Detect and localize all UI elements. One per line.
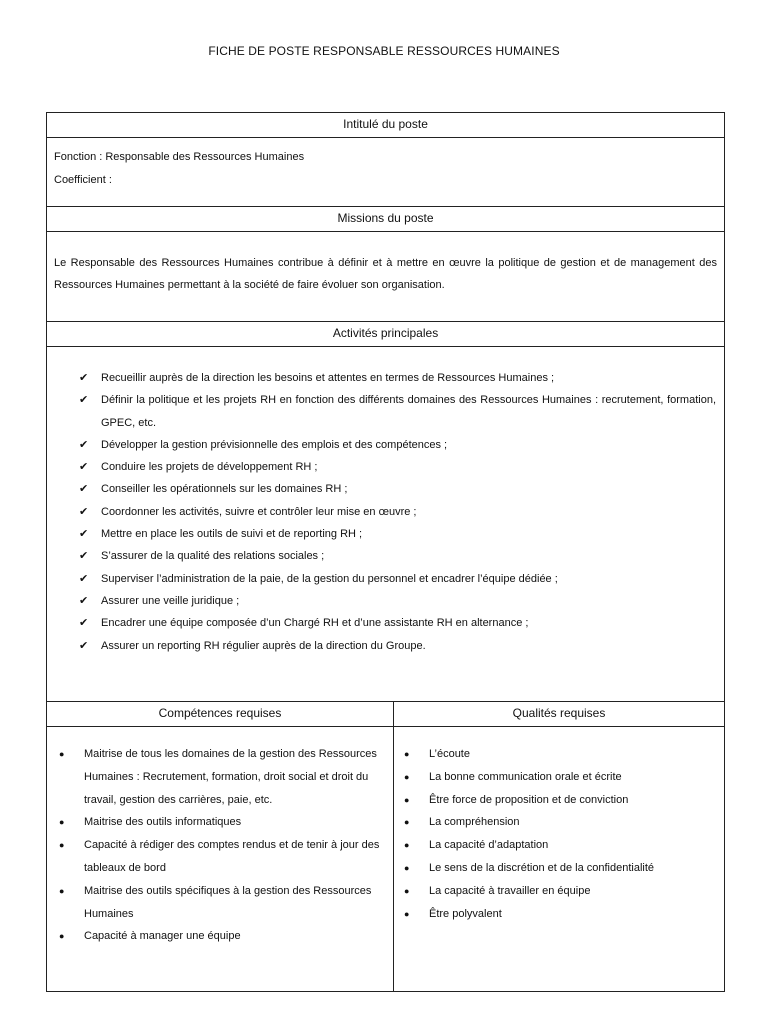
check-mark-icon: ✔ — [79, 572, 89, 585]
activite-item — [79, 590, 716, 612]
competence-item-text: Maitrise des outils spécifiques à la gestion des Ressources Humaines — [84, 884, 372, 920]
qualite-item-text: La capacité d’adaptation — [429, 839, 549, 852]
missions-header-row — [47, 207, 725, 232]
check-mark-icon: ✔ — [79, 483, 89, 496]
bullet-icon: ● — [59, 817, 65, 828]
competence-item-text: Maitrise de tous les domaines de la gestion des Ressources Humaines : Recrutement, formation, droit social et droit du travail, gestion des carrières, paie, etc. — [84, 748, 377, 806]
bullet-icon: ● — [59, 749, 65, 759]
qualites-content — [394, 727, 725, 992]
qualite-item-text: La bonne communication orale et écrite — [429, 770, 622, 783]
activite-item — [79, 568, 716, 590]
qualite-item — [402, 903, 716, 926]
activite-item-text: Superviser l’administration de la paie, de la gestion du personnel et encadrer l’équipe dédiée ; — [101, 572, 558, 585]
activite-item-text: Assurer un reporting RH régulier auprès de la direction du Groupe. — [101, 639, 426, 652]
qualite-item-text: La compréhension — [429, 816, 520, 829]
activite-item — [79, 545, 716, 567]
bullet-icon: ● — [59, 931, 65, 942]
qualite-item — [402, 811, 716, 834]
activite-item-text: Conduire les projets de développement RH ; — [101, 461, 318, 474]
job-description-table — [46, 112, 725, 992]
qualite-item-text: Être polyvalent — [429, 907, 502, 920]
qualite-item-text: La capacité à travailler en équipe — [429, 884, 591, 897]
competence-item-text: Capacité à manager une équipe — [84, 930, 241, 943]
competence-item — [55, 880, 385, 926]
activites-header-row — [47, 322, 725, 347]
check-mark-icon: ✔ — [79, 594, 89, 607]
missions-text: Le Responsable des Ressources Humaines contribue à définir et à mettre en œuvre la politique de gestion et de management des Ressources Humaines permettant à la société de faire évoluer son organisation. — [47, 232, 725, 322]
check-mark-icon: ✔ — [79, 639, 89, 652]
qualites-header: Qualités requises — [394, 702, 725, 727]
competence-item-text: Maitrise des outils informatiques — [84, 816, 242, 829]
competences-header: Compétences requises — [47, 702, 394, 727]
qualite-item-text: Le sens de la discrétion et de la confidentialité — [429, 861, 655, 874]
check-mark-icon: ✔ — [79, 550, 89, 563]
activite-item-text: Développer la gestion prévisionnelle des emplois et des compétences ; — [101, 438, 448, 451]
activite-item-text: Encadrer une équipe composée d’un Chargé RH et d’une assistante RH en alternance ; — [101, 617, 529, 630]
activites-header: Activités principales — [47, 322, 725, 347]
activite-item-text: Assurer une veille juridique ; — [101, 594, 240, 607]
activite-item — [79, 434, 716, 456]
competence-item — [55, 811, 385, 834]
check-mark-icon: ✔ — [79, 461, 89, 474]
check-mark-icon: ✔ — [79, 372, 89, 384]
qualite-item-text: L’écoute — [429, 748, 470, 760]
activites-content-row — [47, 347, 725, 702]
check-mark-icon: ✔ — [79, 394, 89, 407]
qualite-item — [402, 857, 716, 880]
qualite-item — [402, 766, 716, 789]
qualite-item-text: Être force de proposition et de conviction — [429, 793, 629, 806]
document-title: FICHE DE POSTE RESPONSABLE RESSOURCES HUMAINES — [208, 44, 560, 58]
bullet-icon: ● — [404, 771, 410, 782]
coefficient-line: Coefficient : — [54, 174, 112, 186]
intitule-content — [47, 138, 725, 207]
activite-item — [79, 523, 716, 545]
activite-item — [79, 456, 716, 478]
competence-item — [55, 743, 385, 811]
activite-item — [79, 612, 716, 634]
activite-item — [79, 478, 716, 500]
qualite-item — [402, 789, 716, 812]
activite-item — [79, 635, 716, 657]
intitule-header-row — [47, 113, 725, 138]
bullet-icon: ● — [404, 840, 410, 851]
bullet-icon: ● — [404, 794, 410, 805]
activites-list — [79, 367, 716, 657]
qualites-list — [402, 743, 716, 925]
activite-item-text: Coordonner les activités, suivre et contrôler leur mise en œuvre ; — [101, 505, 417, 518]
check-mark-icon: ✔ — [79, 617, 89, 630]
check-mark-icon: ✔ — [79, 505, 89, 518]
activite-item — [79, 501, 716, 523]
requirements-content-row — [47, 727, 725, 992]
bullet-icon: ● — [59, 885, 65, 896]
activite-item — [79, 367, 716, 389]
activite-item-text: Définir la politique et les projets RH en fonction des différents domaines des Ressources Humaines : recrutement, formation, GPEC, etc. — [101, 394, 717, 429]
bullet-icon: ● — [404, 885, 410, 896]
competences-list — [55, 743, 385, 948]
bullet-icon: ● — [404, 749, 410, 759]
activite-item — [79, 389, 716, 434]
competence-item — [55, 925, 385, 948]
qualite-item — [402, 743, 716, 766]
activite-item-text: Conseiller les opérationnels sur les domaines RH ; — [101, 483, 348, 496]
activites-content — [47, 347, 725, 702]
bullet-icon: ● — [404, 908, 410, 919]
bullet-icon: ● — [404, 817, 410, 828]
activite-item-text: Mettre en place les outils de suivi et de reporting RH ; — [101, 528, 363, 541]
qualite-item — [402, 834, 716, 857]
missions-header: Missions du poste — [47, 207, 725, 232]
check-mark-icon: ✔ — [79, 438, 89, 451]
activite-item-text: S’assurer de la qualité des relations sociales ; — [101, 550, 325, 563]
competence-item — [55, 834, 385, 880]
intitule-header: Intitulé du poste — [47, 113, 725, 138]
competence-item-text: Capacité à rédiger des comptes rendus et de tenir à jour des tableaux de bord — [84, 839, 380, 874]
fonction-line: Fonction : Responsable des Ressources Humaines — [54, 151, 305, 163]
activite-item-text: Recueillir auprès de la direction les besoins et attentes en termes de Ressources Humaines ; — [101, 372, 555, 384]
missions-content-row — [47, 232, 725, 322]
qualite-item — [402, 880, 716, 903]
requirements-header-row — [47, 702, 725, 727]
check-mark-icon: ✔ — [79, 528, 89, 541]
intitule-content-row — [47, 138, 725, 207]
competences-content — [47, 727, 394, 992]
bullet-icon: ● — [404, 862, 410, 873]
bullet-icon: ● — [59, 840, 65, 851]
